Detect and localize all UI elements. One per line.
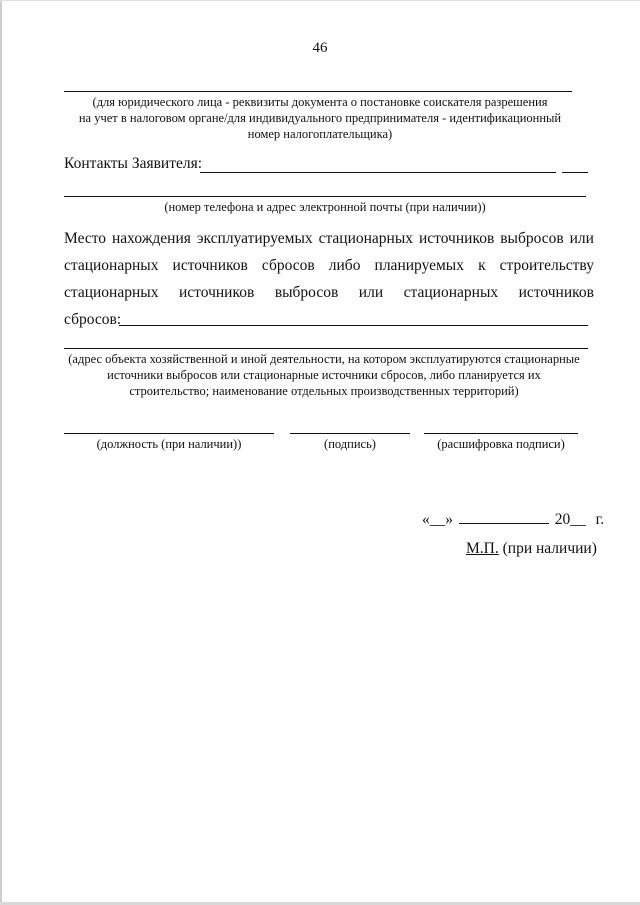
signature-line xyxy=(290,433,410,434)
location-word: стационарных xyxy=(64,257,159,274)
date-open-quote: « xyxy=(422,511,430,528)
page-edge-top xyxy=(0,0,640,1)
date-line xyxy=(422,511,604,529)
stamp-mp-label: М.П. xyxy=(466,540,499,557)
contacts-caption: (номер телефона и адрес электронной почты (при наличии)) xyxy=(164,200,486,214)
decoding-caption: (расшифровка подписи) xyxy=(437,437,565,451)
location-word: или xyxy=(569,230,594,247)
location-word: источников xyxy=(518,284,594,301)
page-number: 46 xyxy=(312,40,328,56)
contacts-field-line-a xyxy=(200,172,556,173)
location-caption-line-1: (адрес объекта хозяйственной и иной деятельности, на котором эксплуатируются стационарные xyxy=(68,352,580,366)
location-word: либо xyxy=(328,257,361,274)
location-caption-line-3: строительство; наименование отдельных производственных территорий) xyxy=(129,384,519,398)
location-sbrosov-label: сбросов: xyxy=(64,311,122,328)
location-word: эксплуатируемых xyxy=(196,230,313,247)
location-word: стационарных xyxy=(403,284,499,301)
location-word: планируемых xyxy=(374,257,464,274)
date-year-blank: __ xyxy=(570,511,586,528)
location-word: выбросов xyxy=(274,284,339,301)
signature-caption: (подпись) xyxy=(324,437,376,451)
position-line xyxy=(64,433,274,434)
location-word: источников xyxy=(418,230,495,247)
location-word: Место xyxy=(64,230,107,247)
contacts-field-line-b xyxy=(562,172,588,173)
location-field-line xyxy=(119,325,588,326)
date-close-quote: » xyxy=(445,511,453,528)
location-word: источников xyxy=(172,257,248,274)
location-word: выбросов xyxy=(500,230,564,247)
location-word: к xyxy=(478,257,486,274)
location-word: строительству xyxy=(499,257,594,274)
location-line-3 xyxy=(64,284,594,302)
position-caption: (должность (при наличии)) xyxy=(96,437,242,451)
location-word: стационарных xyxy=(318,230,414,247)
location-line-1 xyxy=(64,230,594,248)
date-day-blank: __ xyxy=(429,511,446,528)
stamp-line xyxy=(466,540,597,558)
location-word: или xyxy=(358,284,384,301)
location-caption-line-2: источники выбросов или стационарные источники сбросов, либо планируется их xyxy=(107,368,541,382)
contacts-label: Контакты Заявителя: xyxy=(64,155,203,172)
location-caption xyxy=(54,351,594,399)
legal-entity-caption-line-1: (для юридического лица - реквизиты документа о постановке соискателя разрешения xyxy=(92,95,548,109)
location-word: сбросов xyxy=(261,257,315,274)
date-month-blank xyxy=(459,523,549,524)
date-year-prefix: 20 xyxy=(554,511,571,528)
location-word: стационарных xyxy=(64,284,159,301)
stamp-mp-suffix: (при наличии) xyxy=(502,540,597,557)
legal-entity-caption xyxy=(50,94,590,142)
legal-entity-caption-line-3: номер налогоплательщика) xyxy=(247,127,393,141)
location-word: нахождения xyxy=(112,230,191,247)
requisites-line xyxy=(64,91,572,92)
page-edge-left xyxy=(0,0,2,905)
location-line-2 xyxy=(64,348,588,349)
contacts-line-2 xyxy=(64,196,586,197)
decoding-line xyxy=(424,433,578,434)
location-word: источников xyxy=(178,284,255,301)
legal-entity-caption-line-2: на учет в налоговом органе/для индивидуального предпринимателя - идентификационный xyxy=(78,111,562,125)
location-line-2 xyxy=(64,257,594,275)
date-year-suffix: г. xyxy=(595,511,605,528)
